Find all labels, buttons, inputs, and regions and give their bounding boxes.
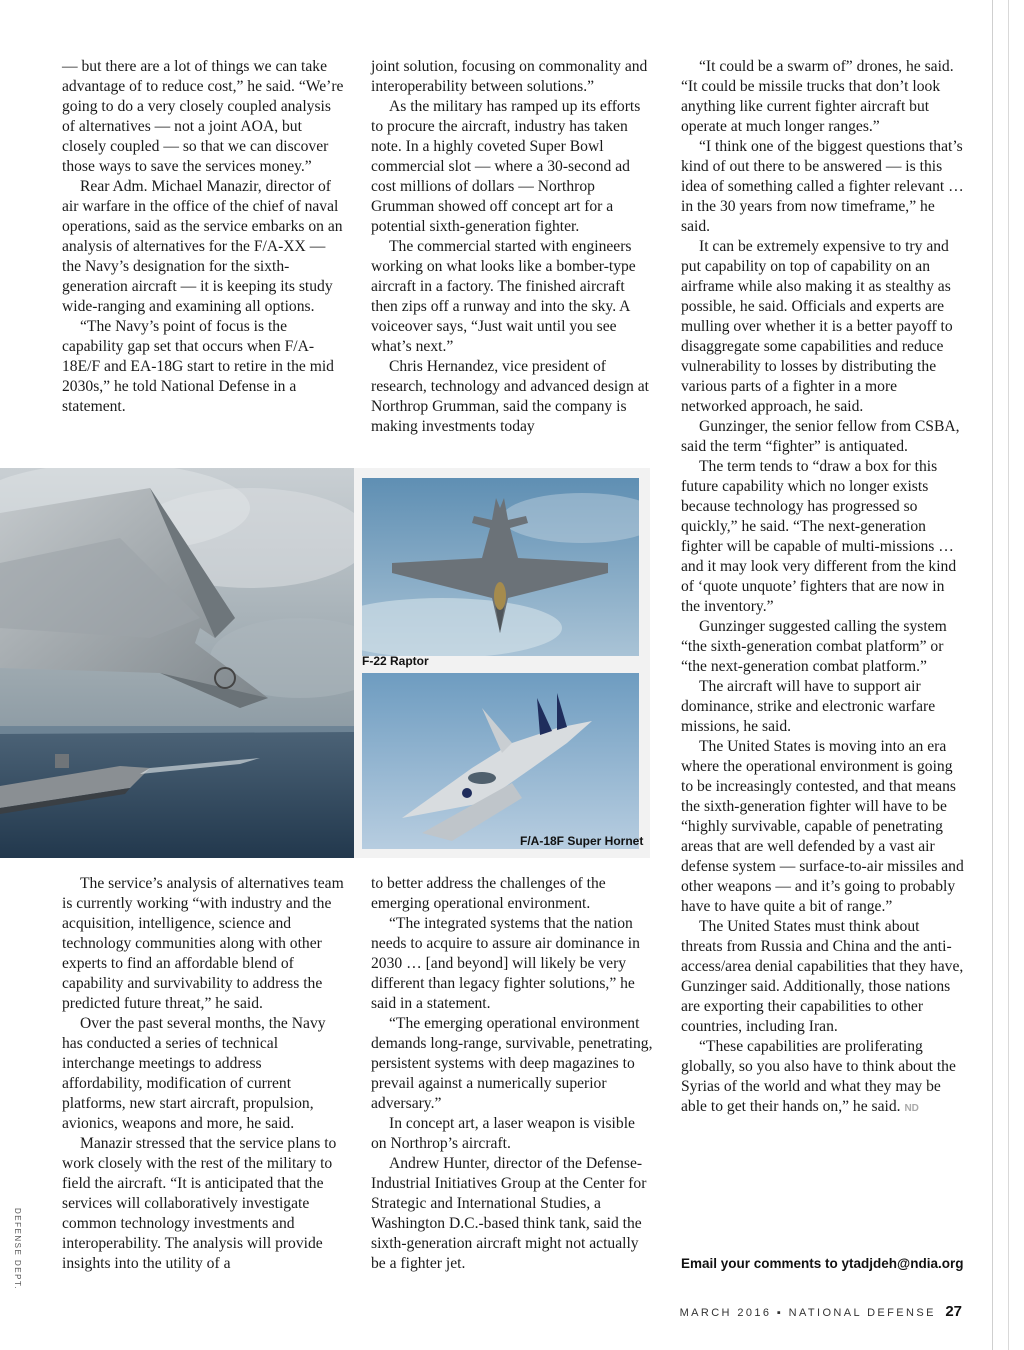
fa18-photo <box>362 673 639 849</box>
paragraph: — but there are a lot of things we can take advantage of to reduce cost,” he said. “We’re going to do a very closely coupled analysis of alternatives — not a joint AOA, but closely coupled — so that we can discover those ways to save the services money.” <box>62 58 344 175</box>
paragraph: Gunzinger suggested calling the system “the sixth-generation combat platform” or “the next-generation combat platform.” <box>681 618 947 675</box>
concept-aircraft-photo <box>0 468 354 858</box>
paragraph: Rear Adm. Michael Manazir, director of air warfare in the office of the chief of naval operations, said as the service embarks on an analysis of alternatives for the F/A-XX — the Navy’s designation for the sixth-generation aircraft — it is keeping its study wide-ranging and examining all options. <box>62 178 343 315</box>
f22-illustration <box>362 478 639 656</box>
email-comments-line: Email your comments to ytadjdeh@ndia.org <box>681 1256 964 1271</box>
column-3-paragraphs <box>681 57 964 1037</box>
paragraph: In concept art, a laser weapon is visible on Northrop’s aircraft. <box>371 1115 635 1152</box>
paragraph: “It could be a swarm of” drones, he said. “It could be missile trucks that don’t look anything like current fighter aircraft but operate at much longer ranges.” <box>681 58 954 135</box>
paragraph: Manazir stressed that the service plans to work closely with the rest of the military to field the aircraft. “It is anticipated that the services will collaboratively investigate common technology investments and interoperability. The analysis will provide insights into the utility of a <box>62 1135 337 1272</box>
column-2-bottom <box>371 874 653 1274</box>
page-edge-line-2 <box>1008 0 1009 1350</box>
column-3-last-paragraph: “These capabilities are proliferating globally, so you also have to think about the Syrias of the world and what they may be able to get their hands on,” he said. ND <box>681 1038 956 1115</box>
inset-photos-panel <box>354 468 650 858</box>
paragraph: Andrew Hunter, director of the Defense-Industrial Initiatives Group at the Center for Strategic and International Studies, a Washington D.C.-based think tank, said the sixth-generation aircraft might not actually be a fighter jet. <box>371 1155 647 1272</box>
paragraph: “The integrated systems that the nation needs to acquire to assure air dominance in 2030 … [and beyond] will likely be very different than legacy fighter solutions,” he said in a statement. <box>371 915 640 1012</box>
paragraph: “The emerging operational environment demands long-range, survivable, penetrating, persistent systems with deep magazines to prevail against a numerically superior adversary.” <box>371 1015 653 1112</box>
paragraph: “The Navy’s point of focus is the capability gap set that occurs when F/A-18E/F and EA-18G start to retire in the mid 2030s,” he told National Defense in a statement. <box>62 318 334 415</box>
page-footer <box>680 1303 962 1320</box>
paragraph: Chris Hernandez, vice president of research, technology and advanced design at Northrop Grumman, said the company is making investments today <box>371 358 649 435</box>
paragraph: The term tends to “draw a box for this future capability which no longer exists because technology has progressed so quickly,” he said. “The next-generation fighter will be capable of multi-missions … and it may look very different from the kind of ‘quote unquote’ fighters that are now in the inventory.” <box>681 458 957 615</box>
paragraph: The service’s analysis of alternatives team is currently working “with industry and the acquisition, intelligence, science and technology communities along with other experts to find an affordable blend of capability and survivability to address the predicted future threat,” he said. <box>62 875 344 1012</box>
paragraph: “I think one of the biggest questions that’s kind of out there to be answered — is this idea of something called a fighter relevant … in the 30 years from now timeframe,” he said. <box>681 138 964 235</box>
paragraph: The commercial started with engineers working on what looks like a bomber-type aircraft in a factory. The finished aircraft then zips off a runway and into the sky. A voiceover says, “Just wait until you see what’s next.” <box>371 238 636 355</box>
f22-photo <box>362 478 639 656</box>
paragraph: Gunzinger, the senior fellow from CSBA, said the term “fighter” is antiquated. <box>681 418 960 455</box>
concept-aircraft-illustration <box>0 468 354 858</box>
column-3 <box>681 57 964 1119</box>
column-1-top <box>62 57 344 417</box>
footer-text: MARCH 2016 ▪ NATIONAL DEFENSE <box>679 1307 936 1319</box>
column-1-bottom <box>62 874 344 1274</box>
column-2-top <box>371 57 653 437</box>
photo-credit: DEFENSE DEPT. <box>13 1208 22 1291</box>
paragraph: joint solution, focusing on commonality and interoperability between solutions.” <box>371 58 648 95</box>
paragraph: As the military has ramped up its efforts to procure the aircraft, industry has taken note. In a highly coveted Super Bowl commercial slot — where a 30-second ad cost millions of dollars — Northrop Grumman showed off concept art for a potential sixth-generation fighter. <box>371 98 641 235</box>
end-mark: ND <box>904 1103 919 1114</box>
caption-f22: F-22 Raptor <box>362 654 429 668</box>
paragraph: Over the past several months, the Navy has conducted a series of technical interchange meetings to address affordability, modification of current platforms, new start aircraft, propulsion, avionics, weapons and more, he said. <box>62 1015 326 1132</box>
caption-fa18: F/A-18F Super Hornet <box>520 834 644 848</box>
page-number: 27 <box>945 1303 962 1320</box>
paragraph: It can be extremely expensive to try and put capability on top of capability on an airframe while also making it as stealthy as possible, he said. Officials and experts are mulling over whether it is a better payoff to disaggregate some capabilities and reduce vulnerability to losses by distributing the various parts of a fighter in a more networked approach, he said. <box>681 238 953 415</box>
fa18-illustration <box>362 673 639 849</box>
paragraph: The United States is moving into an era where the operational environment is going to be increasingly contested, and that means the sixth-generation fighter will have to be “highly survivable, capable of penetrating areas that are well defended by a vast air defense system — surface-to-air missiles and other weapons — and it’s going to probably have to have quite a bit of range.” <box>681 738 964 915</box>
paragraph: The United States must think about threats from Russia and China and the anti-access/area denial capabilities that they have, Gunzinger said. Additionally, those nations are exporting their capabilities to other countries, including Iran. <box>681 918 964 1035</box>
paragraph: to better address the challenges of the emerging operational environment. <box>371 875 606 912</box>
page-edge-line <box>992 0 993 1350</box>
paragraph: The aircraft will have to support air dominance, strike and electronic warfare missions, he said. <box>681 678 936 735</box>
